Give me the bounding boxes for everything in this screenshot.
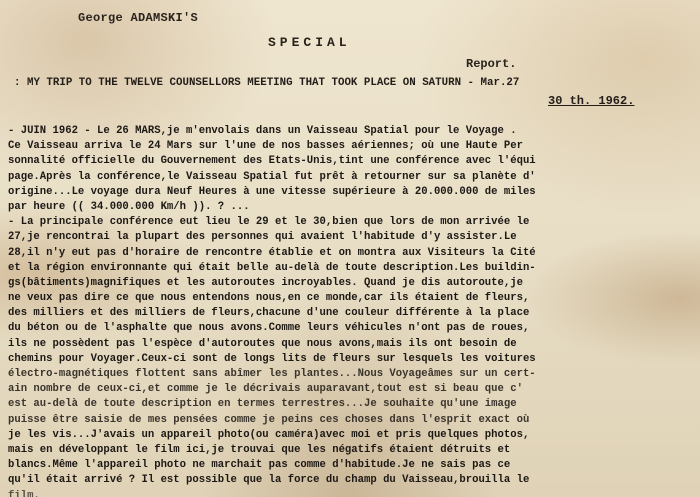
text-line: par heure (( 34.000.000 Km/h )). ? ... <box>8 200 250 213</box>
text-line: blancs.Même l'appareil photo ne marchait pas comme d'habitude.Je ne sais pas ce <box>8 459 511 472</box>
text-line: ain nombre de ceux-ci,et comme je le décrivais auparavant,tout est si beau que c' <box>8 383 523 396</box>
text-line: origine...Le voyage dura Neuf Heures à une vitesse supérieure à 20.000.000 de miles <box>8 185 536 198</box>
text-line: qu'il était arrivé ? Il est possible que la force du champ du Vaisseau,brouilla le <box>8 474 530 487</box>
text-line: gs(bâtiments)magnifiques et les autoroutes incroyables. Quand je dis autoroute,je <box>8 276 523 289</box>
report-heading: Report. <box>466 57 517 71</box>
special-heading: SPECIAL <box>268 35 351 50</box>
author-heading: George ADAMSKI'S <box>78 11 199 25</box>
report-title: : MY TRIP TO THE TWELVE COUNSELLORS MEETING THAT TOOK PLACE ON SATURN - Mar.27 <box>14 77 520 89</box>
text-line: sonnalité officielle du Gouvernement des Etats-Unis,tint une conférence avec l'équi <box>8 155 536 168</box>
text-line: 28,il n'y eut pas d'horaire de rencontre établie et on montra aux Visiteurs la Cité <box>8 246 536 259</box>
text-line: du béton ou de l'asphalte que nous avons.Comme leurs véhicules n'ont pas de roues, <box>8 322 530 335</box>
text-line: puisse être saisie de mes pensées comme je peins ces choses dans l'esprit exact où <box>8 413 530 426</box>
text-line: est au-delà de toute description en termes terrestres...Je souhaite qu'une image <box>8 398 517 411</box>
text-line: ils ne possèdent pas l'espèce d'autoroutes que nous avons,mais ils ont besoin de <box>8 337 517 350</box>
text-line: - La principale conférence eut lieu le 29 et le 30,bien que lors de mon arrivée le <box>8 216 530 229</box>
text-line: électro-magnétiques flottent sans abîmer les plantes...Nous Voyageâmes sur un cert- <box>8 368 536 380</box>
text-line: ne veux pas dire ce que nous entendons nous,en ce monde,car ils étaient de fleurs, <box>8 292 530 305</box>
text-line: chemins pour Voyager.Ceux-ci sont de longs lits de fleurs sur lesquels les voitures <box>8 352 536 365</box>
text-line: page.Après la conférence,le Vaisseau Spatial fut prêt à retourner sur sa planète d' <box>8 170 536 183</box>
text-line: - JUIN 1962 - Le 26 MARS,je m'envolais dans un Vaisseau Spatial pour le Voyage . <box>8 125 517 137</box>
report-date: 30 th. 1962. <box>548 94 635 108</box>
text-line: 27,je rencontrai la plupart des personnes qui avaient l'habitude d'y assister.Le <box>8 231 517 244</box>
text-line: film. <box>8 489 40 497</box>
text-line: mais en développant le film ici,je trouvai que les négatifs étaient détruits et <box>8 443 511 456</box>
body-text <box>8 124 694 497</box>
text-line: je les vis...J'avais un appareil photo(ou caméra)avec moi et pris quelques photos, <box>8 428 530 441</box>
text-line: des milliers et des milliers de fleurs,chacune d'une couleur différente à la place <box>8 307 530 320</box>
text-line: Ce Vaisseau arriva le 24 Mars sur l'une de nos basses aériennes; où une Haute Per <box>8 140 523 153</box>
text-line: et la région environnante qui était belle au-delà de toute description.Les buildin- <box>8 261 536 274</box>
